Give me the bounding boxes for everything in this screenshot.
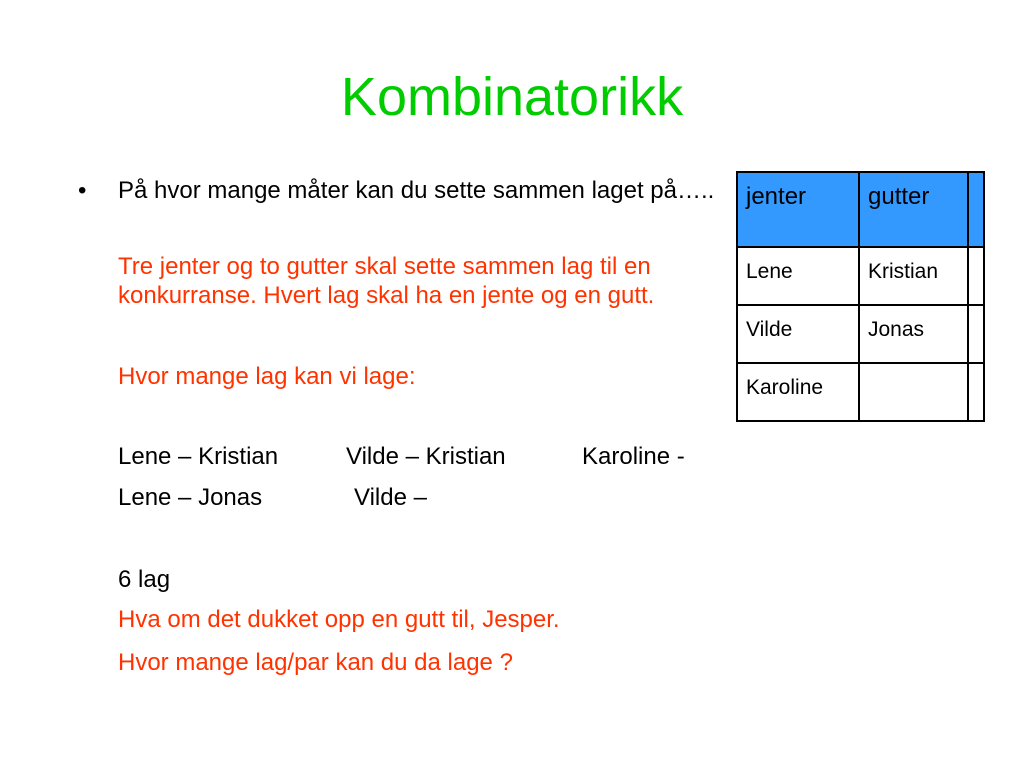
pair-vilde-kristian: Vilde – Kristian: [346, 443, 506, 470]
table-cell: Jonas: [859, 305, 968, 363]
names-table: [736, 171, 985, 422]
answer-text: 6 lag: [118, 566, 171, 593]
followup-text-1: Hva om det dukket opp en gutt til, Jesper.: [118, 606, 560, 633]
table-row: [737, 305, 984, 363]
table-cell: Lene: [737, 247, 859, 305]
pair-lene-jonas: Lene – Jonas: [118, 484, 263, 511]
pair-vilde: Vilde –: [354, 484, 427, 511]
table-cell: [859, 363, 968, 421]
header-gutter: gutter: [859, 172, 968, 247]
followup-text-2: Hvor mange lag/par kan du da lage ?: [118, 649, 513, 676]
prompt-text: Hvor mange lag kan vi lage:: [118, 363, 416, 390]
problem-text: Tre jenter og to gutter skal sette sammen lag til en konkurranse. Hvert lag skal ha en jente og en gutt.: [118, 253, 655, 309]
table-row: [737, 247, 984, 305]
pair-lene-kristian: Lene – Kristian: [118, 443, 279, 470]
table-header-row: [737, 172, 984, 247]
pairs-row-2: [118, 483, 728, 513]
table-cell: Kristian: [859, 247, 968, 305]
table-row: [737, 363, 984, 421]
header-jenter: jenter: [737, 172, 859, 247]
table-spacer-cell: [968, 363, 984, 421]
table-cell: Vilde: [737, 305, 859, 363]
table-spacer-cell: [968, 305, 984, 363]
slide-title: Kombinatorikk: [340, 67, 684, 127]
header-spacer-cell: [968, 172, 984, 247]
pairs-row-1: [118, 442, 728, 472]
table-cell: Karoline: [737, 363, 859, 421]
bullet-marker: •: [78, 177, 87, 204]
table-spacer-cell: [968, 247, 984, 305]
pair-karoline: Karoline -: [582, 443, 685, 470]
question-text: På hvor mange måter kan du sette sammen laget på…..: [118, 177, 715, 204]
